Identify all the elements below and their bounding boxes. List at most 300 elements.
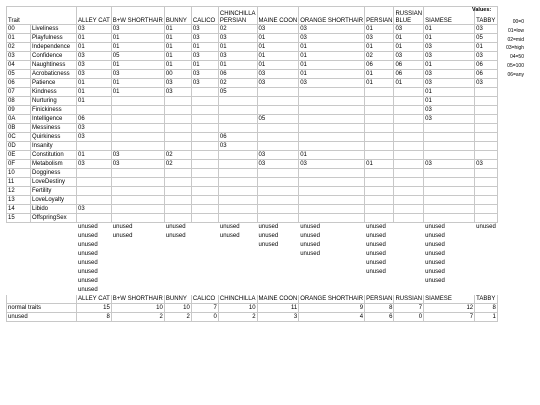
cell	[191, 205, 218, 214]
cell: 01	[111, 61, 164, 70]
cell	[7, 232, 31, 241]
cell: 10	[111, 304, 164, 313]
cell	[191, 259, 218, 268]
cell	[7, 286, 31, 295]
cell: 01	[365, 25, 394, 34]
cell	[365, 169, 394, 178]
cell	[31, 241, 77, 250]
cell	[365, 187, 394, 196]
cell: 06	[218, 133, 257, 142]
summary-header-row	[7, 295, 498, 304]
cell: unused	[78, 278, 98, 284]
cell: 06	[365, 61, 394, 70]
cell	[111, 142, 164, 151]
cell	[299, 169, 365, 178]
summary-column-header: ORANGE SHORTHAIR	[300, 296, 364, 302]
cell	[191, 151, 218, 160]
cell: 02	[218, 79, 257, 88]
cell	[394, 286, 424, 295]
cell	[218, 241, 257, 250]
cell	[257, 106, 299, 115]
cell: 03	[299, 79, 365, 88]
cell: 01	[77, 151, 112, 160]
cell	[111, 106, 164, 115]
cell	[111, 241, 164, 250]
header-row	[7, 7, 498, 25]
cell: 01	[424, 34, 475, 43]
cell: 7	[394, 304, 424, 313]
cell	[31, 223, 77, 232]
cell	[394, 205, 424, 214]
cell	[111, 97, 164, 106]
table-row	[7, 43, 498, 52]
cell: 03	[111, 160, 164, 169]
cell	[257, 142, 299, 151]
column-header: CHINCHILLA PERSIAN	[218, 7, 257, 25]
cell	[164, 187, 191, 196]
cell: 03	[218, 142, 257, 151]
cell	[191, 142, 218, 151]
legend-item: 01=low	[508, 27, 524, 34]
cell	[218, 205, 257, 214]
cell	[475, 178, 498, 187]
table-row	[7, 142, 498, 151]
cell	[191, 97, 218, 106]
unused-row	[7, 286, 498, 295]
summary-column-header: RUSSIAN	[395, 296, 423, 302]
cell	[164, 241, 191, 250]
cell: 01	[164, 52, 191, 61]
cell	[164, 142, 191, 151]
column-header: B+W SHORTHAIR	[111, 7, 164, 25]
cell: 03	[299, 25, 365, 34]
cell: 01	[299, 70, 365, 79]
column-header: ALLEY CAT	[77, 7, 112, 25]
cell: unused	[219, 224, 240, 230]
table-row	[7, 214, 498, 223]
cell	[299, 205, 365, 214]
cell	[77, 214, 112, 223]
cell	[394, 277, 424, 286]
cell	[365, 214, 394, 223]
cell	[424, 187, 475, 196]
cell	[111, 259, 164, 268]
cell: 06	[394, 70, 424, 79]
summary-column-header: CALICO	[191, 295, 218, 304]
table-row	[7, 205, 498, 214]
cell	[394, 241, 424, 250]
cell: 03	[77, 70, 112, 79]
cell	[111, 250, 164, 259]
cell: 8	[365, 304, 394, 313]
values-legend	[472, 7, 536, 80]
cell: unused	[425, 242, 445, 248]
cell: unused	[366, 224, 386, 230]
cell: 02	[365, 52, 394, 61]
cell	[475, 196, 498, 205]
cell	[164, 259, 191, 268]
cell: unused	[425, 260, 445, 266]
cell	[257, 88, 299, 97]
cell	[111, 268, 164, 277]
cell: unused	[258, 233, 279, 239]
cell	[164, 268, 191, 277]
cell: 03	[191, 25, 218, 34]
trait-name: Nurturing	[31, 97, 77, 106]
trait-name: Quirkiness	[31, 133, 77, 142]
cell	[475, 286, 498, 295]
unused-row	[7, 268, 498, 277]
cell	[191, 115, 218, 124]
cell	[424, 178, 475, 187]
trait-code: 0F	[7, 160, 31, 169]
cell: 01	[299, 52, 365, 61]
cell	[394, 151, 424, 160]
trait-name: Constitution	[31, 151, 77, 160]
cell: unused	[300, 233, 320, 239]
cell	[299, 115, 365, 124]
cell	[394, 259, 424, 268]
summary-column-header: PERSIAN	[366, 296, 393, 302]
trait-name: LoveDestiny	[31, 178, 77, 187]
cell	[475, 133, 498, 142]
cell: 01	[257, 34, 299, 43]
cell	[218, 151, 257, 160]
cell: 03	[394, 25, 424, 34]
cell	[111, 124, 164, 133]
trait-code: 13	[7, 196, 31, 205]
cell	[191, 241, 218, 250]
cell: 01	[164, 25, 191, 34]
cell: 03	[111, 25, 164, 34]
cell: 03	[424, 70, 475, 79]
cell: 03	[164, 88, 191, 97]
cell: unused	[78, 242, 98, 248]
cell	[164, 169, 191, 178]
table-row	[7, 52, 498, 61]
cell: 15	[77, 304, 112, 313]
cell	[111, 214, 164, 223]
cell	[365, 196, 394, 205]
cell: unused	[366, 260, 386, 266]
cell	[218, 178, 257, 187]
cell: 01	[77, 43, 112, 52]
cell	[394, 187, 424, 196]
table-row	[7, 151, 498, 160]
cell	[191, 88, 218, 97]
cell	[424, 286, 475, 295]
cell	[164, 205, 191, 214]
column-header: MAINE COON	[257, 7, 299, 25]
cell: 11	[257, 304, 299, 313]
cell: 7	[424, 313, 475, 322]
trait-code: 0A	[7, 115, 31, 124]
cell	[365, 205, 394, 214]
cell: unused	[425, 269, 445, 275]
cell	[365, 178, 394, 187]
trait-header: Trait	[7, 7, 77, 25]
cell	[299, 187, 365, 196]
cell	[299, 259, 365, 268]
cell	[164, 115, 191, 124]
cell: unused	[300, 242, 320, 248]
column-header: TABBY	[475, 7, 498, 25]
cell: 01	[164, 61, 191, 70]
cell: 4	[299, 313, 365, 322]
cell	[365, 124, 394, 133]
cell	[475, 205, 498, 214]
cell	[218, 286, 257, 295]
cell	[299, 196, 365, 205]
cell: unused	[366, 251, 386, 257]
cell: 03	[191, 52, 218, 61]
trait-code: 0C	[7, 133, 31, 142]
cell: 2	[164, 313, 191, 322]
column-header: CALICO	[191, 7, 218, 25]
cell: 03	[475, 25, 498, 34]
table-row	[7, 34, 498, 43]
cell: 8	[475, 304, 498, 313]
cell	[218, 124, 257, 133]
cell	[191, 250, 218, 259]
cell	[394, 142, 424, 151]
cell	[164, 196, 191, 205]
cell	[394, 178, 424, 187]
cell: 01	[77, 97, 112, 106]
cell	[475, 250, 498, 259]
cell	[394, 169, 424, 178]
cell	[424, 124, 475, 133]
cell: 01	[365, 79, 394, 88]
cell	[475, 268, 498, 277]
cell	[164, 214, 191, 223]
trait-name: Dogginess	[31, 169, 77, 178]
table-row	[7, 196, 498, 205]
trait-code: 14	[7, 205, 31, 214]
cell: unused	[300, 224, 320, 230]
cell	[299, 214, 365, 223]
legend-item: 00=0	[512, 19, 524, 25]
cell	[424, 214, 475, 223]
cell	[365, 97, 394, 106]
cell	[365, 151, 394, 160]
cell: 01	[77, 34, 112, 43]
cell: 01	[365, 43, 394, 52]
cell: 01	[394, 34, 424, 43]
cell	[77, 142, 112, 151]
trait-name: Acrobaticness	[31, 70, 77, 79]
cell	[31, 250, 77, 259]
cell	[257, 133, 299, 142]
cell: unused	[78, 287, 98, 293]
cell	[111, 205, 164, 214]
cell	[218, 277, 257, 286]
cell	[365, 106, 394, 115]
summary-column-header: MAINE COON	[258, 296, 298, 302]
cell	[394, 97, 424, 106]
trait-table	[6, 6, 498, 322]
cell: 01	[299, 61, 365, 70]
cell	[365, 133, 394, 142]
unused-row	[7, 259, 498, 268]
trait-code: 08	[7, 97, 31, 106]
cell	[164, 277, 191, 286]
cell: unused	[78, 224, 98, 230]
cell: 1	[475, 313, 498, 322]
cell: unused	[78, 269, 98, 275]
cell: 03	[475, 160, 498, 169]
cell: 02	[164, 160, 191, 169]
cell: 01	[164, 43, 191, 52]
cell: 03	[77, 124, 112, 133]
cell	[257, 250, 299, 259]
cell	[394, 268, 424, 277]
cell	[191, 169, 218, 178]
legend-item: 06=any	[507, 71, 524, 78]
cell: 03	[299, 160, 365, 169]
cell: unused	[78, 233, 98, 239]
cell	[475, 106, 498, 115]
trait-name: LoveLoyalty	[31, 196, 77, 205]
cell: unused	[258, 224, 279, 230]
cell	[257, 187, 299, 196]
cell: 06	[218, 70, 257, 79]
cell	[31, 268, 77, 277]
cell: 03	[77, 61, 112, 70]
summary-row	[7, 313, 498, 322]
cell	[394, 133, 424, 142]
unused-row	[7, 223, 498, 232]
cell	[218, 259, 257, 268]
cell: 03	[257, 79, 299, 88]
cell	[257, 214, 299, 223]
cell: 05	[475, 34, 498, 43]
cell	[218, 187, 257, 196]
cell	[164, 106, 191, 115]
cell	[299, 286, 365, 295]
cell: 03	[164, 79, 191, 88]
cell: 01	[299, 43, 365, 52]
trait-code: 04	[7, 61, 31, 70]
column-header: BUNNY	[164, 7, 191, 25]
cell	[365, 286, 394, 295]
cell	[475, 151, 498, 160]
cell: 03	[77, 205, 112, 214]
summary-column-header: CHINCHILLA	[219, 296, 256, 302]
cell	[475, 124, 498, 133]
cell	[257, 124, 299, 133]
cell: 03	[191, 70, 218, 79]
cell	[218, 97, 257, 106]
table-row	[7, 88, 498, 97]
cell	[191, 106, 218, 115]
cell	[218, 169, 257, 178]
table-row	[7, 124, 498, 133]
cell	[394, 223, 424, 232]
cell: 01	[191, 43, 218, 52]
cell	[111, 277, 164, 286]
cell	[191, 187, 218, 196]
trait-code: 0E	[7, 151, 31, 160]
cell	[424, 196, 475, 205]
cell	[394, 106, 424, 115]
cell	[164, 286, 191, 295]
cell	[77, 169, 112, 178]
cell: 01	[218, 61, 257, 70]
trait-name: Metabolism	[31, 160, 77, 169]
cell	[257, 277, 299, 286]
cell: 02	[164, 151, 191, 160]
cell	[31, 259, 77, 268]
summary-column-header: SIAMESE	[424, 295, 475, 304]
cell	[257, 286, 299, 295]
cell	[475, 259, 498, 268]
cell: unused	[300, 251, 320, 257]
cell	[191, 160, 218, 169]
table-row	[7, 61, 498, 70]
cell: 03	[257, 70, 299, 79]
cell	[77, 178, 112, 187]
table-row	[7, 160, 498, 169]
trait-name: Messiness	[31, 124, 77, 133]
cell: 01	[424, 25, 475, 34]
cell	[257, 169, 299, 178]
trait-code: 10	[7, 169, 31, 178]
cell: unused	[219, 233, 240, 239]
cell	[31, 286, 77, 295]
cell: 01	[257, 43, 299, 52]
cell	[218, 196, 257, 205]
cell: 01	[111, 88, 164, 97]
cell	[475, 277, 498, 286]
trait-code: 0D	[7, 142, 31, 151]
cell: 03	[218, 52, 257, 61]
cell	[299, 133, 365, 142]
cell	[218, 160, 257, 169]
trait-code: 06	[7, 79, 31, 88]
cell: 03	[257, 151, 299, 160]
cell: 06	[77, 115, 112, 124]
cell: 03	[424, 106, 475, 115]
table-row	[7, 97, 498, 106]
cell: 01	[424, 61, 475, 70]
cell	[299, 124, 365, 133]
summary-column-header: TABBY	[476, 296, 496, 302]
summary-column-header: BUNNY	[164, 295, 191, 304]
table-row	[7, 133, 498, 142]
cell	[191, 178, 218, 187]
trait-name: OffspringSex	[31, 214, 77, 223]
cell	[475, 187, 498, 196]
cell: 03	[424, 160, 475, 169]
cell: 01	[394, 79, 424, 88]
cell	[394, 88, 424, 97]
trait-name: Patience	[31, 79, 77, 88]
cell	[7, 241, 31, 250]
cell	[218, 214, 257, 223]
table-row	[7, 178, 498, 187]
table-row	[7, 115, 498, 124]
cell	[31, 232, 77, 241]
summary-row	[7, 304, 498, 313]
cell: 03	[475, 52, 498, 61]
cell	[164, 250, 191, 259]
cell	[164, 124, 191, 133]
cell	[475, 88, 498, 97]
cell	[111, 196, 164, 205]
cell: 05	[257, 115, 299, 124]
cell	[424, 133, 475, 142]
